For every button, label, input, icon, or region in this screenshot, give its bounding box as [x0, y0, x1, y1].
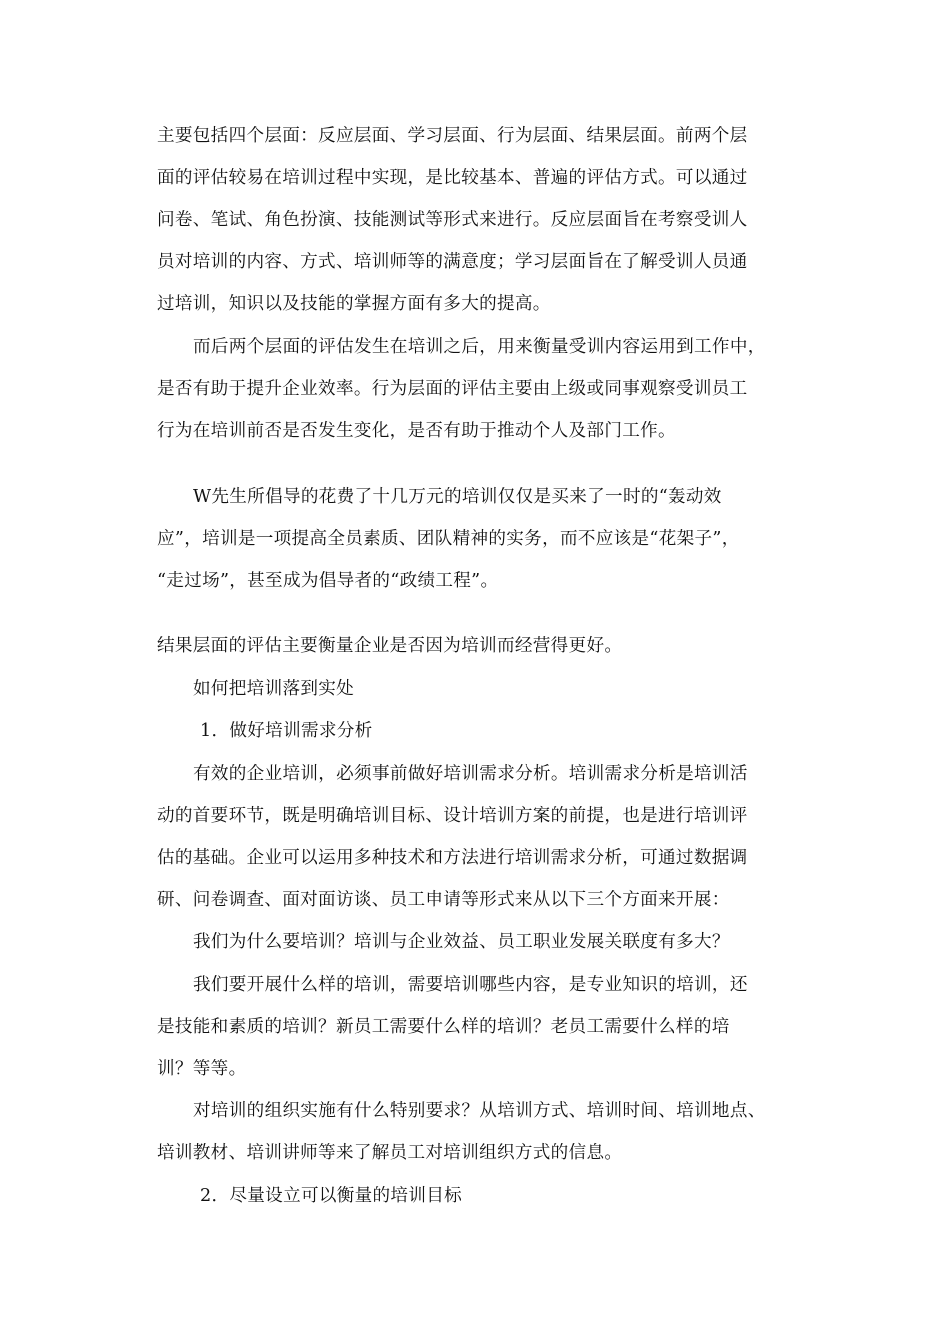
paragraph-needs-analysis-line-4: 研、问卷调查、面对面访谈、员工申请等形式来从以下三个方面来开展：: [157, 890, 730, 910]
paragraph-what-train-line-2: 是技能和素质的培训？新员工需要什么样的培训？老员工需要什么样的培: [157, 1017, 730, 1037]
heading-implement: 如何把培训落到实处: [193, 679, 355, 699]
paragraph-four-levels-line-5: 过培训，知识以及技能的掌握方面有多大的提高。: [157, 294, 551, 314]
paragraph-needs-analysis-line-3: 估的基础。企业可以运用多种技术和方法进行培训需求分析，可通过数据调: [157, 848, 748, 868]
paragraph-mr-w-line-3: “走过场”，甚至成为倡导者的“政绩工程”。: [157, 571, 499, 591]
paragraph-needs-analysis-line-2: 动的首要环节，既是明确培训目标、设计培训方案的前提，也是进行培训评: [157, 806, 748, 826]
paragraph-latter-levels-line-2: 是否有助于提升企业效率。行为层面的评估主要由上级或同事观察受训员工: [157, 379, 748, 399]
paragraph-what-train-line-3: 训？等等。: [157, 1059, 247, 1079]
paragraph-mr-w-line-1: W先生所倡导的花费了十几万元的培训仅仅是买来了一时的“轰动效: [193, 487, 722, 507]
paragraph-what-train-line-1: 我们要开展什么样的培训，需要培训哪些内容，是专业知识的培训，还: [193, 975, 748, 995]
paragraph-organization-line-1: 对培训的组织实施有什么特别要求？从培训方式、培训时间、培训地点、: [193, 1101, 766, 1121]
paragraph-latter-levels-line-3: 行为在培训前否是否发生变化，是否有助于推动个人及部门工作。: [157, 421, 676, 441]
heading-section-1: 1．做好培训需求分析: [200, 721, 373, 741]
paragraph-needs-analysis-line-1: 有效的企业培训，必须事前做好培训需求分析。培训需求分析是培训活: [193, 764, 748, 784]
paragraph-latter-levels-line-1: 而后两个层面的评估发生在培训之后，用来衡量受训内容运用到工作中，: [193, 337, 766, 357]
paragraph-four-levels-line-3: 问卷、笔试、角色扮演、技能测试等形式来进行。反应层面旨在考察受训人: [157, 210, 748, 230]
heading-section-2: 2．尽量设立可以衡量的培训目标: [200, 1186, 463, 1206]
paragraph-organization-line-2: 培训教材、培训讲师等来了解员工对培训组织方式的信息。: [157, 1143, 623, 1163]
paragraph-mr-w-line-2: 应”，培训是一项提高全员素质、团队精神的实务，而不应该是“花架子”，: [157, 529, 740, 549]
paragraph-four-levels-line-2: 面的评估较易在培训过程中实现，是比较基本、普遍的评估方式。可以通过: [157, 168, 748, 188]
paragraph-four-levels-line-4: 员对培训的内容、方式、培训师等的满意度；学习层面旨在了解受训人员通: [157, 252, 748, 272]
paragraph-result-level-line-1: 结果层面的评估主要衡量企业是否因为培训而经营得更好。: [157, 636, 623, 656]
paragraph-why-train-line-1: 我们为什么要培训？培训与企业效益、员工职业发展关联度有多大？: [193, 932, 730, 952]
paragraph-four-levels-line-1: 主要包括四个层面：反应层面、学习层面、行为层面、结果层面。前两个层: [157, 126, 748, 146]
